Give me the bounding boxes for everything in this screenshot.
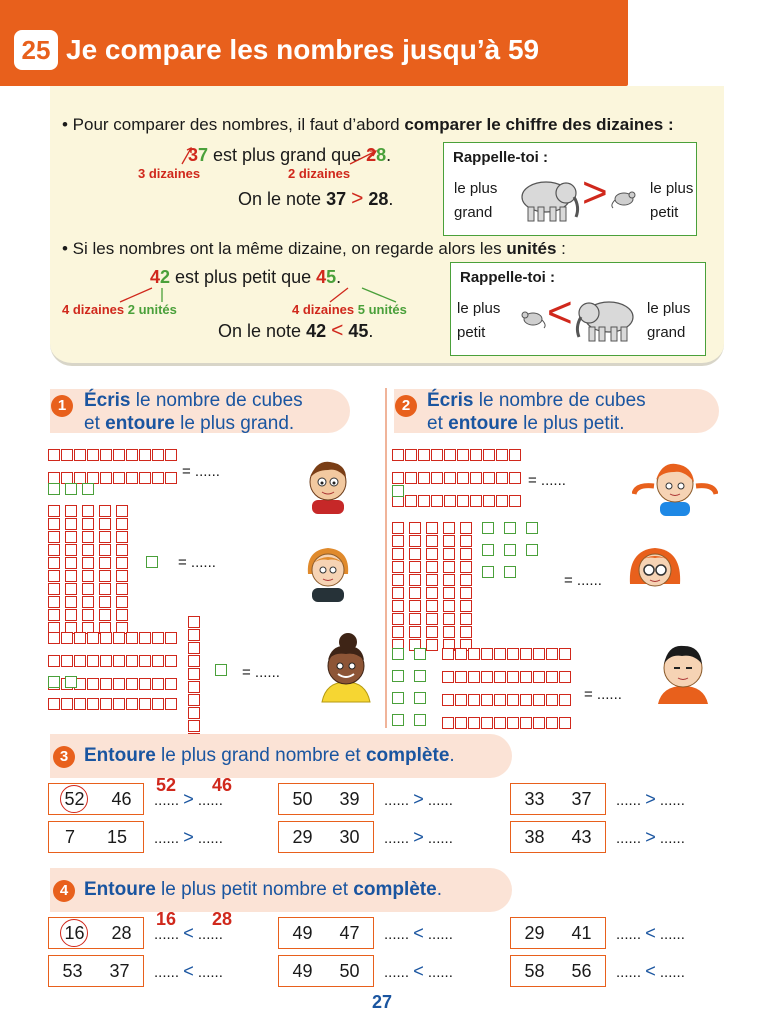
ex2-note-pre: On le note	[218, 321, 307, 341]
tens-rod	[442, 694, 571, 706]
unit-cube	[482, 522, 494, 534]
comparison-blank[interactable]: ...... < ......	[154, 923, 223, 943]
number-pair-box[interactable]	[510, 955, 606, 987]
ex2-answer-b[interactable]: = ......	[564, 572, 602, 589]
unit-cube	[48, 483, 60, 495]
tens-rod	[48, 632, 177, 644]
reminder-2-left-1: le plus	[457, 300, 501, 317]
tens-rod	[426, 522, 438, 651]
tens-rod	[442, 671, 571, 683]
comparison-operator: <	[413, 923, 424, 943]
tens-rods-vertical	[188, 616, 200, 745]
answer-second: 46	[212, 775, 233, 795]
girl-curly-face-icon	[318, 630, 374, 704]
number-b[interactable]: 28	[111, 922, 132, 943]
rule-line-1	[62, 114, 674, 136]
unit-cube	[504, 544, 516, 556]
number-pair-box[interactable]	[278, 821, 374, 853]
ex1-note-end: .	[388, 189, 394, 209]
boy-face-icon	[302, 458, 354, 514]
answer-second: 28	[212, 909, 233, 929]
tens-rod	[48, 505, 60, 634]
ex2-answer-c[interactable]: = ......	[584, 686, 622, 703]
reminder-1-right-1: le plus	[650, 180, 694, 197]
ex1-a-tens: 3	[188, 145, 199, 165]
number-a[interactable]: 53	[62, 960, 83, 981]
exercise-3-title	[84, 744, 455, 767]
unit-cube	[414, 692, 426, 704]
number-a[interactable]: 38	[524, 826, 545, 847]
ex4-title-t2: .	[436, 879, 442, 900]
circled-number[interactable]: 52	[60, 785, 88, 813]
ex2-b-units-label: 5 unités	[357, 302, 407, 317]
unit-cube	[482, 566, 494, 578]
ex2-title-w1: Écris	[427, 390, 474, 411]
answer-first: 52	[156, 775, 177, 795]
comparison-blank[interactable]: ...... > ......	[154, 827, 223, 847]
tens-rod	[409, 522, 421, 651]
reminder-box-2	[450, 262, 706, 356]
number-pair-box[interactable]	[278, 917, 374, 949]
unit-cube	[146, 556, 158, 568]
ex3-title-w2: complète	[365, 745, 450, 766]
ex3-title-w1: Entoure	[84, 745, 156, 766]
unit-cube	[48, 676, 60, 688]
comparison-operator: >	[183, 827, 194, 847]
ex2-b-tens: 4	[316, 267, 327, 287]
tens-rod	[82, 505, 94, 634]
reminder-1-right-2: petit	[650, 204, 679, 221]
ex1-title-w3: entoure	[105, 413, 175, 434]
reminder-1-title: Rappelle-toi :	[453, 149, 549, 166]
rule-line-2-text: • Si les nombres ont la même dizaine, on regarde alors les	[62, 239, 507, 258]
number-b[interactable]: 30	[339, 826, 360, 847]
ex1-a-units: 7	[198, 145, 209, 165]
reminder-2-left-2: petit	[457, 324, 486, 341]
unit-cube	[392, 692, 404, 704]
rule-line-1-text: • Pour comparer des nombres, il faut d’abord	[62, 115, 405, 134]
exercise-4-title	[84, 878, 442, 901]
tens-rods-vertical	[48, 505, 128, 634]
comparison-blank[interactable]: ...... < ......	[384, 923, 453, 943]
number-a[interactable]: 50	[292, 788, 313, 809]
ex2-note-a: 42	[306, 321, 327, 341]
page-number: 27	[372, 992, 393, 1012]
unit-cube	[215, 664, 227, 676]
ex1-title-t2: le plus grand.	[174, 413, 295, 434]
rule-line-1-bold: comparer le chiffre des dizaines :	[404, 115, 674, 134]
rule-line-2-end: :	[556, 239, 566, 258]
number-a[interactable]: 33	[524, 788, 545, 809]
tens-rod	[442, 717, 571, 729]
elephant-icon	[514, 175, 584, 225]
reminder-2-right-2: grand	[647, 324, 686, 341]
unit-cube	[526, 544, 538, 556]
comparison-operator: <	[645, 961, 656, 981]
reminder-box-1	[443, 142, 697, 236]
ex2-b-units: 5	[326, 267, 337, 287]
mouse-icon	[610, 187, 640, 209]
unit-cube	[392, 485, 404, 497]
ex1-mid: est plus grand que	[208, 145, 367, 165]
comparison-blank[interactable]: ...... > ......	[384, 827, 453, 847]
comparison-blank[interactable]: ...... > ......	[616, 789, 685, 809]
ex2-note-b: 45	[348, 321, 369, 341]
ex1-note-b: 28	[368, 189, 389, 209]
page-title: Je compare les nombres jusqu’à 59	[66, 34, 540, 65]
comparison-blank[interactable]: ...... > ......	[154, 789, 223, 809]
tens-rod	[443, 522, 455, 651]
ex2-end: .	[336, 267, 342, 287]
tens-rod	[392, 522, 404, 651]
ex2-title-t1: le nombre de cubes	[473, 390, 646, 411]
answer-first: 16	[156, 909, 177, 929]
number-b[interactable]: 15	[106, 826, 127, 847]
ex2-title-t2: le plus petit.	[517, 413, 625, 434]
ex4-title-t1: le plus petit nombre et	[155, 879, 354, 900]
ex3-title-t2: .	[449, 745, 455, 766]
reminder-1-left	[454, 177, 497, 225]
number-b[interactable]: 37	[109, 960, 130, 981]
ex1-note	[238, 188, 393, 210]
number-a[interactable]: 29	[292, 826, 313, 847]
ex1-b-label: 2 dizaines	[288, 166, 351, 181]
tens-rods-horizontal	[48, 698, 177, 721]
unit-cube	[526, 522, 538, 534]
tens-rod	[188, 616, 200, 745]
number-pair-box[interactable]	[48, 955, 144, 987]
comparison-blank[interactable]: ...... < ......	[154, 961, 223, 981]
unit-cube	[482, 544, 494, 556]
ex2-a-labels	[62, 302, 177, 317]
ex2-mid: est plus petit que	[170, 267, 317, 287]
number-b[interactable]: 50	[339, 960, 360, 981]
ex1-b-units: 8	[376, 145, 387, 165]
exercise-1-title	[84, 389, 303, 435]
tens-rod	[99, 505, 111, 634]
comparison-operator: <	[413, 961, 424, 981]
reminder-2-op: <	[547, 288, 573, 337]
girl-pigtails-face-icon	[632, 460, 718, 516]
elephant-icon	[571, 295, 641, 345]
ex1-end: .	[386, 145, 392, 165]
comparison-operator: <	[183, 961, 194, 981]
unit-cube	[414, 648, 426, 660]
ex2-a-tens: 4	[150, 267, 161, 287]
number-pair-box[interactable]	[510, 821, 606, 853]
comparison-blank[interactable]: ...... < ......	[616, 961, 685, 981]
circled-number[interactable]: 16	[60, 919, 88, 947]
comparison-blank[interactable]: ...... > ......	[384, 789, 453, 809]
ex2-b-labels	[292, 302, 407, 317]
reminder-2-right	[647, 297, 690, 345]
comparison-operator: >	[413, 789, 424, 809]
ex1-note-op: >	[351, 187, 364, 210]
unit-cube	[392, 714, 404, 726]
ex2-a-units-label: 2 unités	[127, 302, 177, 317]
ex2-note	[218, 320, 373, 342]
number-a[interactable]: 29	[524, 922, 545, 943]
unit-cube	[82, 483, 94, 495]
comparison-operator: <	[183, 923, 194, 943]
number-pair-box[interactable]	[48, 917, 144, 949]
boy-black-hair-face-icon	[652, 640, 714, 704]
number-b[interactable]: 43	[571, 826, 592, 847]
ex1-title-w2: et	[84, 413, 106, 434]
unit-cube	[392, 670, 404, 682]
number-a[interactable]: 49	[292, 922, 313, 943]
ex1-title-w1: Écris	[84, 390, 131, 411]
exercise-4-number: 4	[53, 880, 75, 902]
ex4-title-w2: complète	[353, 879, 437, 900]
number-a[interactable]: 7	[64, 826, 75, 847]
ex2-answer-a[interactable]: = ......	[528, 472, 566, 489]
ex2-note-op: <	[331, 319, 344, 342]
unit-cube	[392, 648, 404, 660]
ex2-a-units: 2	[160, 267, 171, 287]
ex1-answer-b[interactable]: = ......	[178, 554, 216, 571]
rule-line-2	[62, 238, 566, 260]
unit-cube	[414, 714, 426, 726]
ex4-title-w1: Entoure	[84, 879, 156, 900]
number-a[interactable]: 49	[292, 960, 313, 981]
comparison-blank[interactable]: ...... < ......	[616, 923, 685, 943]
tens-rod	[392, 472, 521, 484]
unit-cube	[504, 566, 516, 578]
unit-cube	[65, 676, 77, 688]
column-divider	[385, 388, 387, 728]
exercise-3-number: 3	[53, 746, 75, 768]
ex1-note-pre: On le note	[238, 189, 327, 209]
comparison-blank[interactable]: ...... > ......	[616, 827, 685, 847]
ex2-title-w3: entoure	[448, 413, 518, 434]
ex1-a-label: 3 dizaines	[138, 166, 201, 181]
exercise-2-title	[427, 389, 646, 435]
number-b[interactable]: 46	[111, 788, 132, 809]
number-pair-box[interactable]	[278, 783, 374, 815]
ex1-title-t1: le nombre de cubes	[130, 390, 303, 411]
tens-rods-horizontal	[442, 648, 571, 740]
ex1-note-a: 37	[326, 189, 347, 209]
number-pair-box[interactable]	[510, 917, 606, 949]
tens-rods-horizontal	[392, 449, 521, 518]
girl-face-icon	[302, 544, 354, 602]
rule-line-2-bold: unités	[506, 239, 557, 258]
number-pair-box[interactable]	[48, 783, 144, 815]
tens-rod	[392, 449, 521, 461]
number-b[interactable]: 37	[571, 788, 592, 809]
exercise-1-number: 1	[51, 395, 73, 417]
comparison-operator: >	[645, 827, 656, 847]
ex1-answer-a[interactable]: = ......	[182, 463, 220, 480]
lesson-number: 25	[14, 30, 58, 70]
tens-rod	[116, 505, 128, 634]
reminder-2-right-1: le plus	[647, 300, 691, 317]
exercise-2-number: 2	[395, 395, 417, 417]
comparison-blank[interactable]: ...... < ......	[384, 961, 453, 981]
unit-cube	[65, 483, 77, 495]
number-a[interactable]: 58	[524, 960, 545, 981]
ex1-answer-c[interactable]: = ......	[242, 664, 280, 681]
tens-rods-vertical	[392, 522, 472, 651]
number-pair-box[interactable]	[48, 821, 144, 853]
number-pair-box[interactable]	[278, 955, 374, 987]
number-b[interactable]: 41	[571, 922, 592, 943]
reminder-1-op: >	[582, 168, 608, 217]
ex2-note-end: .	[368, 321, 374, 341]
comparison-operator: >	[413, 827, 424, 847]
reminder-1-left-1: le plus	[454, 180, 498, 197]
tens-rod	[460, 522, 472, 651]
mouse-icon	[517, 307, 547, 329]
number-b[interactable]: 39	[339, 788, 360, 809]
ex2-title-w2: et	[427, 413, 449, 434]
reminder-2-left	[457, 297, 500, 345]
number-pair-box[interactable]	[510, 783, 606, 815]
number-b[interactable]: 47	[339, 922, 360, 943]
girl-glasses-face-icon	[624, 544, 686, 594]
ex2-a-tens-label: 4 dizaines	[62, 302, 125, 317]
number-b[interactable]: 56	[571, 960, 592, 981]
reminder-2-title: Rappelle-toi :	[460, 269, 556, 286]
tens-rod	[48, 449, 177, 461]
tens-rod	[442, 648, 571, 660]
tens-rod	[48, 698, 177, 710]
comparison-operator: >	[645, 789, 656, 809]
ex2-b-tens-label: 4 dizaines	[292, 302, 355, 317]
ex1-b-tens: 2	[366, 145, 377, 165]
tens-rod	[65, 505, 77, 634]
reminder-1-left-2: grand	[454, 204, 493, 221]
unit-cube	[414, 670, 426, 682]
ex3-title-t1: le plus grand nombre et	[155, 745, 366, 766]
unit-cube	[504, 522, 516, 534]
tens-rod	[392, 495, 521, 507]
comparison-operator: >	[183, 789, 194, 809]
reminder-1-right	[650, 177, 693, 225]
comparison-operator: <	[645, 923, 656, 943]
tens-rod	[48, 655, 177, 667]
tens-rods-horizontal	[48, 632, 177, 701]
